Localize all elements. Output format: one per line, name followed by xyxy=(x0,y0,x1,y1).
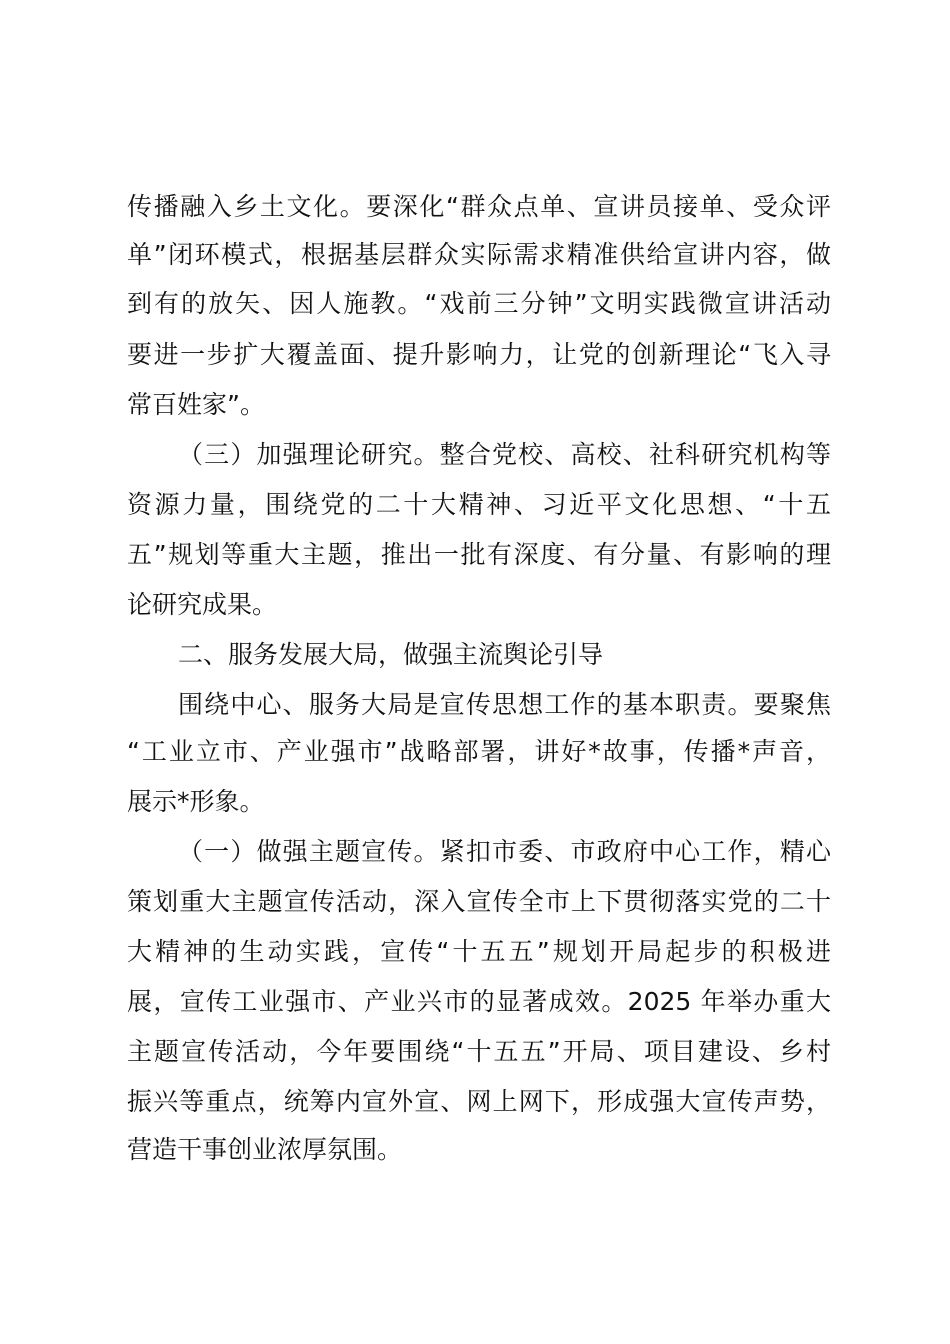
text-line: （三）加强理论研究。整合党校、高校、社科研究机构等 xyxy=(178,440,831,469)
text-line: “工业立市、产业强市”战略部署，讲好*故事，传播*声音， xyxy=(127,737,831,766)
text-line: 要进一步扩大覆盖面、提升影响力，让党的创新理论“飞入寻 xyxy=(127,340,831,369)
text-line: （一）做强主题宣传。紧扣市委、市政府中心工作，精心 xyxy=(178,837,831,866)
text-line: 论研究成果。 xyxy=(127,590,278,619)
text-line: 单”闭环模式，根据基层群众实际需求精准供给宣讲内容，做 xyxy=(127,240,831,269)
text-line: 营造干事创业浓厚氛围。 xyxy=(127,1135,403,1164)
text-line: 资源力量，围绕党的二十大精神、习近平文化思想、“十五 xyxy=(127,490,831,519)
text-line: 传播融入乡土文化。要深化“群众点单、宣讲员接单、受众评 xyxy=(127,192,831,221)
text-line: 大精神的生动实践，宣传“十五五”规划开局起步的积极进 xyxy=(127,937,831,966)
text-line: 常百姓家”。 xyxy=(127,390,265,419)
text-line: 展，宣传工业强市、产业兴市的显著成效。2025 年举办重大 xyxy=(127,987,831,1016)
section-heading: 二、服务发展大局，做强主流舆论引导 xyxy=(178,640,604,669)
text-line: 五”规划等重大主题，推出一批有深度、有分量、有影响的理 xyxy=(127,540,831,569)
text-line: 到有的放矢、因人施教。“戏前三分钟”文明实践微宣讲活动 xyxy=(127,289,831,318)
text-line: 展示*形象。 xyxy=(127,787,265,816)
text-line: 主题宣传活动，今年要围绕“十五五”开局、项目建设、乡村 xyxy=(127,1037,831,1066)
text-line: 振兴等重点，统筹内宣外宣、网上网下，形成强大宣传声势， xyxy=(127,1087,831,1116)
text-line: 围绕中心、服务大局是宣传思想工作的基本职责。要聚焦 xyxy=(178,690,831,719)
text-line: 策划重大主题宣传活动，深入宣传全市上下贯彻落实党的二十 xyxy=(127,887,831,916)
